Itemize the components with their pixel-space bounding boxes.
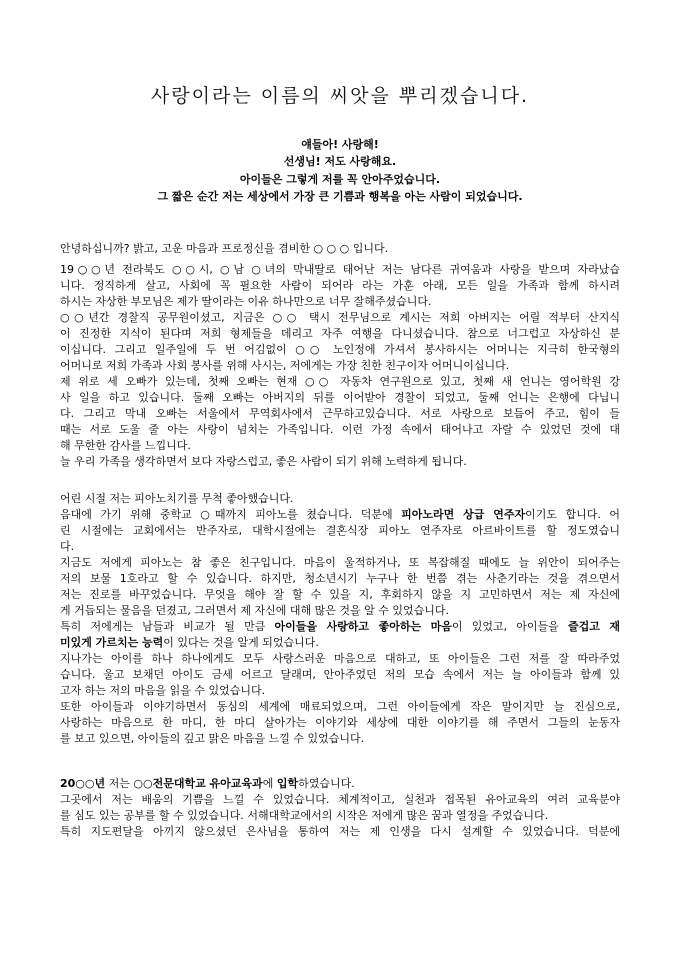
- line-text: 이 있다는 것을 알게 되었습니다.: [163, 636, 319, 649]
- body-line: 습니다. 울고 보채던 아이도 금세 어르고 달래며, 안아주었던 저의 모습 속에서 저는 늘 아이들과 함께 있: [60, 668, 620, 681]
- body-line: 어린 시절 저는 피아노치기를 무척 좋아했습니다.: [60, 492, 294, 505]
- piano-section: [60, 491, 620, 747]
- body-line: 니다. 정직하게 살고, 사회에 꼭 필요한 사람이 되어라 라는 가훈 아래, 모든 일을 가족과 함께 하시려: [60, 279, 620, 292]
- body-line: [60, 776, 620, 792]
- body-line: 이십니다. 그리고 일주일에 두 번 어김없이 ○○ 노인정에 가셔서 봉사하시는 어머니는 지극히 한국형의: [60, 343, 620, 356]
- body-line: 지나가는 아이를 하나 하나에게도 모두 사랑스러운 마음으로 대하고, 또 아이들은 그런 저를 잘 따라주었: [60, 652, 620, 665]
- body-line: 특히 지도편달을 아끼지 않으셨던 은사님을 통하여 저는 제 인생을 다시 설계할 수 있었습니다. 덕분에: [60, 825, 620, 838]
- bold-text: 입학: [276, 777, 299, 790]
- bold-text: 피아노라면 상급 연주자: [401, 508, 526, 521]
- body-line: 사랑하는 마음으로 한 마디, 한 마디 살아가는 이야기와 세상에 대한 이야기를 해 주면서 그들의 눈동자: [60, 716, 620, 729]
- body-line: [60, 619, 620, 635]
- body-line: 이 진정한 지식이 된다며 저희 형제들을 데리고 자주 여행을 다니셨습니다. 참으로 너그럽고 자상하신 분: [60, 327, 620, 340]
- body-line: 를 보고 있으면, 아이들의 깊고 맑은 마음을 느낄 수 있었습니다.: [60, 732, 365, 745]
- body-line: 안녕하십니까? 밝고, 고운 마음과 프로정신을 겸비한 ○ ○ ○ 입니다.: [60, 242, 389, 255]
- body-line: 19○○년 전라북도 ○○시, ○남 ○녀의 막내딸로 태어난 저는 남다른 귀여움과 사랑을 받으며 자라났습: [60, 263, 620, 276]
- body-line: 저의 보물 1호라고 할 수 있습니다. 하지만, 청소년시기 누구나 한 번쯤 겪는 사춘기라는 것을 겪으면서: [60, 572, 620, 585]
- line-text: 음대에 가기 위해 중학교 ○때까지 피아노를 쳤습니다. 덕분에: [60, 508, 402, 521]
- body-line: 린 시절에는 교회에서는 반주자로, 대학시절에는 결혼식장 피아노 연주자로 아르바이트를 할 정도였습니: [60, 524, 620, 537]
- body-line: 해 무한한 감사를 느낍니다.: [60, 439, 191, 452]
- epigraph-line: 선생님! 저도 사랑해요.: [283, 155, 397, 169]
- body-line: 사 일을 하고 있습니다. 둘째 오빠는 아버지의 뒤를 이어받아 경찰이 되었고, 둘째 언니는 은행에 다닙니: [60, 391, 620, 404]
- epigraph-line: 아이들은 그렇게 저를 꼭 안아주었습니다.: [239, 172, 441, 186]
- body-line: [60, 507, 620, 523]
- bold-text: 미있게 가르치는 능력: [60, 636, 164, 649]
- document-title: 사랑이라는 이름의 씨앗을 뿌리겠습니다.: [150, 85, 530, 107]
- college-section: [60, 776, 620, 840]
- body-line: 어머니로 저희 가족과 사회 봉사를 위해 사시는, 저에게는 가장 친한 친구이자 어머니이십니다.: [60, 359, 510, 372]
- body-line: 다. 그리고 막내 오빠는 서울에서 무역회사에서 근무하고있습니다. 서로 사랑으로 보듬어 주고, 힘이 들: [60, 407, 620, 420]
- body-line: 그곳에서 저는 배움의 기쁨을 느낄 수 있었습니다. 체계적이고, 실천과 접목된 유아교육의 여러 교육분야: [60, 793, 620, 806]
- line-text: 이 있었고, 아이들을: [451, 620, 568, 633]
- family-section: [60, 262, 620, 470]
- body-line: ○○년간 경찰직 공무원이셨고, 지금은 ○○ 택시 전무님으로 계시는 저희 아버지는 어릴 적부터 산지식: [60, 311, 620, 324]
- body-line: 를 심도 있는 공부를 할 수 있었습니다. 서해대학교에서의 시작은 저에게 많은 꿈과 열정을 주었습니다.: [60, 809, 549, 822]
- line-text: 저는: [105, 777, 134, 790]
- body-line: 때는 서로 도울 줄 아는 사랑이 넘치는 가족입니다. 이런 가정 속에서 태어나고 자랄 수 있었던 것에 대: [60, 423, 620, 436]
- line-text: 특히 저에게는 남들과 비교가 될 만큼: [60, 620, 275, 633]
- bold-text: 아이들을 사랑하고 좋아하는 마음: [274, 620, 452, 633]
- body-line: 저는 진로를 바꾸었습니다. 무엇을 해야 잘 할 수 있을 지, 후회하지 않을 지 고민하면서 저는 제 자신에: [60, 588, 620, 601]
- bold-text: 20○○년: [60, 777, 106, 790]
- body-line: 하시는 자상한 부모님은 제가 딸이라는 이유 하나만으로 너무 잘해주셨습니다.: [60, 295, 432, 308]
- body-line: [60, 635, 620, 651]
- body-line: 제 위로 세 오빠가 있는데, 첫째 오빠는 현재 ○○ 자동차 연구원으로 있고, 첫째 새 언니는 영어학원 강: [60, 375, 620, 388]
- body-line: 늘 우리 가족을 생각하면서 보다 자랑스럽고, 좋은 사람이 되기 위해 노력하게 됩니다.: [60, 455, 467, 468]
- body-line: 게 거듭되는 물음을 던졌고, 그러면서 제 자신에 대해 많은 것을 알 수 있었습니다.: [60, 604, 449, 617]
- body-line: 다.: [60, 540, 75, 553]
- body-line: 지금도 저에게 피아노는 참 좋은 친구입니다. 마음이 울적하거나, 또 복잡해질 때에도 늘 위안이 되어주는: [60, 556, 620, 569]
- epigraph-line: 그 짧은 순간 저는 세상에서 가장 큰 기쁨과 행복을 아는 사람이 되었습니다.: [157, 189, 523, 203]
- bold-text: 즐겁고 재: [567, 620, 620, 633]
- line-text: 이기도 합니다. 어: [525, 508, 620, 521]
- line-text: 하였습니다.: [298, 777, 355, 790]
- epigraph-line: 얘들아! 사랑해!: [301, 138, 379, 151]
- greeting-paragraph: [60, 241, 620, 257]
- body-line: 또한 아이들과 이야기하면서 동심의 세계에 매료되었으며, 그런 아이들에게 작은 말이지만 늘 진심으로,: [60, 700, 620, 713]
- epigraph: [60, 136, 620, 205]
- body-line: 고자 하는 저의 마음을 읽을 수 있었습니다.: [60, 684, 266, 697]
- line-text: 에: [262, 777, 277, 790]
- bold-text: ○○전문대학교 유아교육과: [133, 777, 263, 790]
